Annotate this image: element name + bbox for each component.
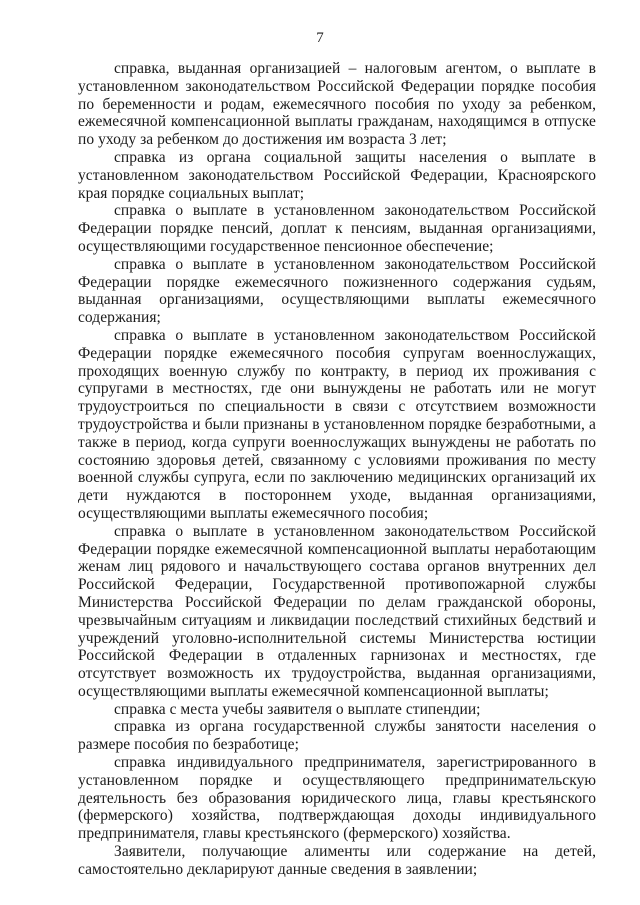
paragraph-alimony-declaration: Заявители, получающие алименты или содержание на детей, самостоятельно декларируют данные сведения в заявлении; bbox=[78, 843, 596, 878]
paragraph-military-spouse-allowance-certificate: справка о выплате в установленном законодательством Российской Федерации порядке ежемесячного пособия супругам военнослужащих, проходящих военную службу по контракту, в период их проживания с супругами в местностях, где они вынуждены не работать или не могут трудоустроиться по специальности в связи с отсутствием возможности трудоустройства и были признаны в установленном порядке безработными, а также в период, когда супруги военнослужащих вынуждены не работать по состоянию здоровья детей, связанному с условиями проживания по месту военной службы супруга, если по заключению медицинских организаций их дети нуждаются в постороннем уходе, выданная организациями, осуществляющими выплаты ежемесячного пособия; bbox=[78, 326, 596, 522]
document-body bbox=[78, 60, 596, 879]
paragraph-entrepreneur-income-certificate: справка индивидуального предпринимателя, зарегистрированного в установленном порядке и осуществляющего предпринимательскую деятельность без образования юридического лица, главы крестьянского (фермерского) хозяйства, подтверждающая доходы индивидуального предпринимателя, главы крестьянского (фермерского) хозяйства. bbox=[78, 754, 596, 843]
page-number: 7 bbox=[316, 30, 324, 46]
paragraph-scholarship-certificate: справка с места учебы заявителя о выплате стипендии; bbox=[114, 700, 481, 718]
paragraph-social-protection-certificate: справка из органа социальной защиты населения о выплате в установленном законодательством Российской Федерации, Красноярского края порядке социальных выплат; bbox=[78, 148, 596, 202]
paragraph-unemployment-benefit-certificate: справка из органа государственной службы занятости населения о размере пособия по безработице; bbox=[78, 718, 596, 754]
paragraph-pension-certificate: справка о выплате в установленном законодательством Российской Федерации порядке пенсий, доплат к пенсиям, выданная организациями, осуществляющими государственное пенсионное обеспечение; bbox=[78, 202, 596, 255]
paragraph-tax-agent-certificate: справка, выданная организацией – налоговым агентом, о выплате в установленном законодательством Российской Федерации порядке пособия по беременности и родам, ежемесячного пособия по уходу за ребенком, ежемесячной компенсационной выплаты гражданам, находящимся в отпуске по уходу за ребенком до достижения им возраста 3 лет; bbox=[78, 60, 596, 149]
paragraph-judges-maintenance-certificate: справка о выплате в установленном законодательством Российской Федерации порядке ежемесячного пожизненного содержания судьям, выданная организациями, осуществляющими выплаты ежемесячного содержания; bbox=[78, 255, 596, 327]
paragraph-compensation-payment-certificate: справка о выплате в установленном законодательством Российской Федерации порядке ежемесячной компенсационной выплаты неработающим женам лиц рядового и начальствующего состава органов внутренних дел Российской Федерации, Государственной противопожарной службы Министерства Российской Федерации по делам гражданской обороны, чрезвычайным ситуациям и ликвидации последствий стихийных бедствий и учреждений уголовно-исполнительной системы Министерства юстиции Российской Федерации в отдаленных гарнизонах и местностях, где отсутствует возможность их трудоустройства, выданная организациями, осуществляющими выплаты ежемесячной компенсационной выплаты; bbox=[78, 522, 596, 700]
